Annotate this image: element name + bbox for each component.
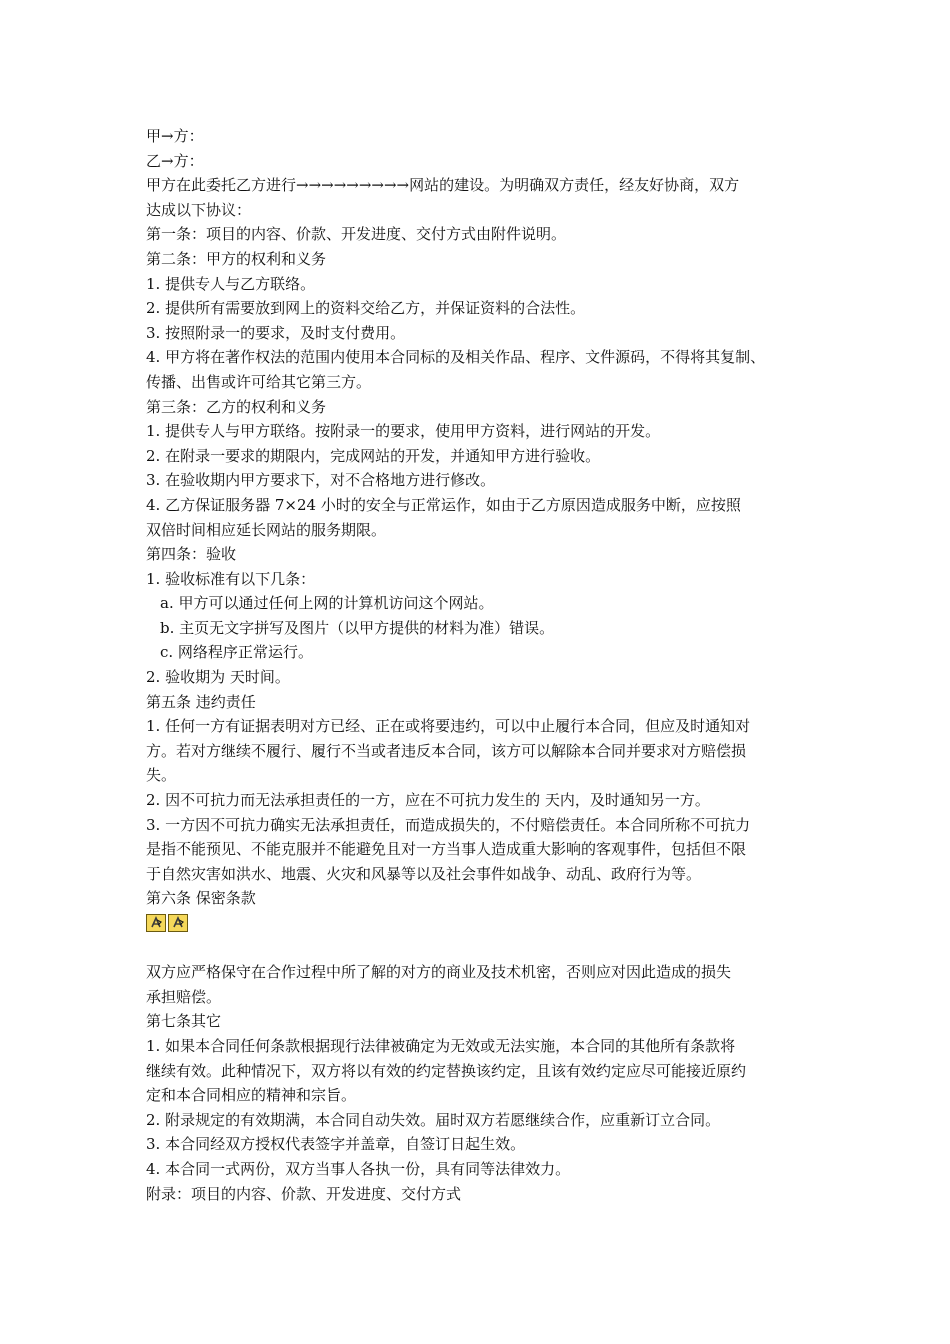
clause-line: 方。若对方继续不履行、履行不当或者违反本合同，该方可以解除本合同并要求对方赔偿损 <box>146 741 747 760</box>
article-6-title: 第六条 保密条款 <box>146 889 256 908</box>
contract-document <box>146 124 822 1206</box>
intro-line: 甲方在此委托乙方进行→→→→→→→→→网站的建设。为明确双方责任，经友好协商，双方 <box>146 176 740 195</box>
party-a-line: 甲→方： <box>146 127 204 145</box>
clause-line: 2. 在附录一要求的期限内，完成网站的开发，并通知甲方进行验收。 <box>146 446 601 465</box>
clause-line: 双倍时间相应延长网站的服务期限。 <box>146 520 387 539</box>
clause-line: 3. 在验收期内甲方要求下，对不合格地方进行修改。 <box>146 471 496 490</box>
article-2-title: 第二条：甲方的权利和义务 <box>146 249 327 268</box>
clause-line: 4. 乙方保证服务器 7×24 小时的安全与正常运作，如由于乙方原因造成服务中断，应按照 <box>146 495 741 514</box>
party-b-line: 乙→方： <box>146 151 204 170</box>
clause-line: 4. 甲方将在著作权法的范围内使用本合同标的及相关作品、程序、文件源码，不得将其复制、 <box>146 348 766 367</box>
clause-line: 继续有效。此种情况下，双方将以有效的约定替换该约定，且该有效约定应尽可能接近原约 <box>146 1061 747 1080</box>
clause-line: 承担赔偿。 <box>146 987 222 1006</box>
field-code-icon[interactable] <box>146 914 166 932</box>
clause-line: 1. 提供专人与甲方联络。按附录一的要求，使用甲方资料，进行网站的开发。 <box>146 422 661 441</box>
clause-line: 2. 验收期为 天时间。 <box>146 668 290 687</box>
intro-line: 达成以下协议： <box>146 200 252 219</box>
appendix-line: 附录：项目的内容、价款、开发进度、交付方式 <box>146 1184 462 1203</box>
clause-line: 3. 按照附录一的要求，及时支付费用。 <box>146 323 406 342</box>
field-code-icon <box>171 916 185 930</box>
field-code-icon[interactable] <box>168 914 188 932</box>
clause-line: 是指不能预见、不能克服并不能避免且对一方当事人造成重大影响的客观事件，包括但不限 <box>146 840 747 859</box>
clause-line: 1. 任何一方有证据表明对方已经、正在或将要违约，可以中止履行本合同，但应及时通知对 <box>146 717 751 736</box>
clause-line: 1. 如果本合同任何条款根据现行法律被确定为无效或无法实施，本合同的其他所有条款将 <box>146 1036 736 1055</box>
clause-line: 定和本合同相应的精神和宗旨。 <box>146 1086 357 1105</box>
clause-line: 双方应严格保守在合作过程中所了解的对方的商业及技术机密，否则应对因此造成的损失 <box>146 963 732 982</box>
sub-clause-line: b. 主页无文字拼写及图片（以甲方提供的材料为准）错误。 <box>160 618 555 637</box>
clause-line: 4. 本合同一式两份，双方当事人各执一份，具有同等法律效力。 <box>146 1159 571 1178</box>
clause-line: 2. 附录规定的有效期满，本合同自动失效。届时双方若愿继续合作，应重新订立合同。 <box>146 1110 721 1129</box>
sub-clause-line: c. 网络程序正常运行。 <box>160 643 313 662</box>
article-4-title: 第四条：验收 <box>146 545 237 564</box>
article-5-title: 第五条 违约责任 <box>146 692 256 711</box>
clause-line: 2. 提供所有需要放到网上的资料交给乙方，并保证资料的合法性。 <box>146 299 586 318</box>
field-code-icon <box>149 916 163 930</box>
clause-line: 3. 本合同经双方授权代表签字并盖章，自签订日起生效。 <box>146 1135 526 1154</box>
article-1: 第一条：项目的内容、价款、开发进度、交付方式由附件说明。 <box>146 225 567 244</box>
clause-line: 1. 验收标准有以下几条： <box>146 569 316 588</box>
clause-line: 传播、出售或许可给其它第三方。 <box>146 372 372 391</box>
clause-line: 于自然灾害如洪水、地震、火灾和风暴等以及社会事件如战争、动乱、政府行为等。 <box>146 864 702 883</box>
sub-clause-line: a. 甲方可以通过任何上网的计算机访问这个网站。 <box>160 594 494 613</box>
blank-line <box>146 936 822 961</box>
clause-line: 3. 一方因不可抗力确实无法承担责任，而造成损失的，不付赔偿责任。本合同所称不可抗力 <box>146 815 751 834</box>
clause-line: 2. 因不可抗力而无法承担责任的一方，应在不可抗力发生的 天内，及时通知另一方。 <box>146 791 710 810</box>
article-7-title: 第七条其它 <box>146 1012 222 1031</box>
embedded-field-icons <box>146 911 822 936</box>
clause-line: 失。 <box>146 766 177 785</box>
article-3-title: 第三条：乙方的权利和义务 <box>146 397 327 416</box>
clause-line: 1. 提供专人与乙方联络。 <box>146 274 316 293</box>
